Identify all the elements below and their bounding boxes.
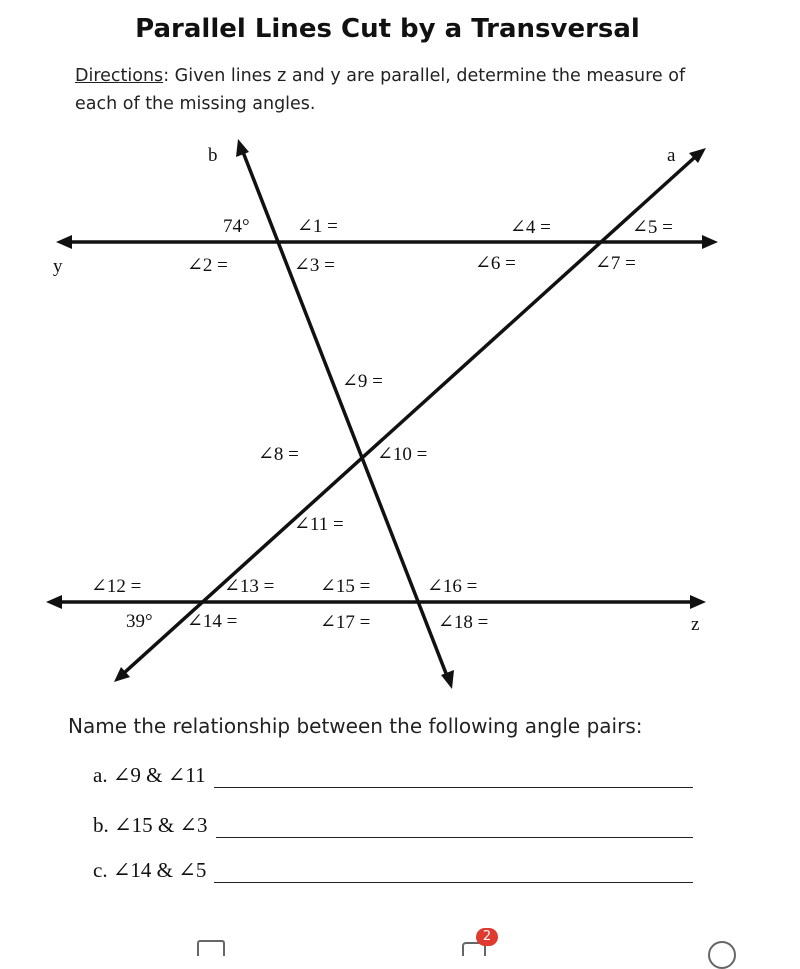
answer-b-field[interactable] [216,815,693,838]
line-b [236,139,454,689]
angle-label-18: ∠18 = [438,612,489,633]
angle-label-12: ∠12 = [91,576,142,597]
line-y [56,235,718,249]
angle-label-10: ∠10 = [377,444,428,465]
directions-text: : Given lines z and y are parallel, determine the measure of each of the missing angles. [75,66,686,114]
angle-label-3: ∠3 = [294,255,335,276]
given-angle-top: 74° [223,216,250,237]
worksheet-title: Parallel Lines Cut by a Transversal [135,14,640,44]
line-label-a: a [667,145,676,166]
angle-label-6: ∠6 = [475,253,516,274]
question-b-label: b. ∠15 & ∠3 [93,813,208,837]
angle-label-14: ∠14 = [187,611,238,632]
line-label-b: b [208,145,218,166]
question-a [93,758,693,788]
bottom-toolbar [0,928,800,947]
angle-label-9: ∠9 = [342,371,383,392]
line-label-z: z [691,614,700,635]
angle-label-15: ∠15 = [320,576,371,597]
question-b [93,808,693,838]
calendar-icon[interactable] [197,940,225,956]
angle-label-8: ∠8 = [258,444,299,465]
angle-label-7: ∠7 = [595,253,636,274]
angle-label-1: ∠1 = [297,216,338,237]
line-z [46,595,706,609]
angle-label-16: ∠16 = [427,576,478,597]
directions-lead: Directions [75,66,164,86]
given-angle-bottom: 39° [126,611,153,632]
circle-icon[interactable] [708,941,736,969]
angle-label-5: ∠5 = [632,217,673,238]
line-label-y: y [53,256,63,277]
angle-label-13: ∠13 = [224,576,275,597]
questions-heading: Name the relationship between the following angle pairs: [68,714,643,738]
answer-a-field[interactable] [214,765,693,788]
question-c [93,853,693,883]
answer-c-field[interactable] [214,860,693,883]
question-a-label: a. ∠9 & ∠11 [93,763,206,787]
angle-label-17: ∠17 = [320,612,371,633]
angle-label-11: ∠11 = [294,514,344,535]
angle-label-2: ∠2 = [187,255,228,276]
angle-label-4: ∠4 = [510,217,551,238]
question-c-label: c. ∠14 & ∠5 [93,858,207,882]
notification-badge: 2 [476,928,498,946]
